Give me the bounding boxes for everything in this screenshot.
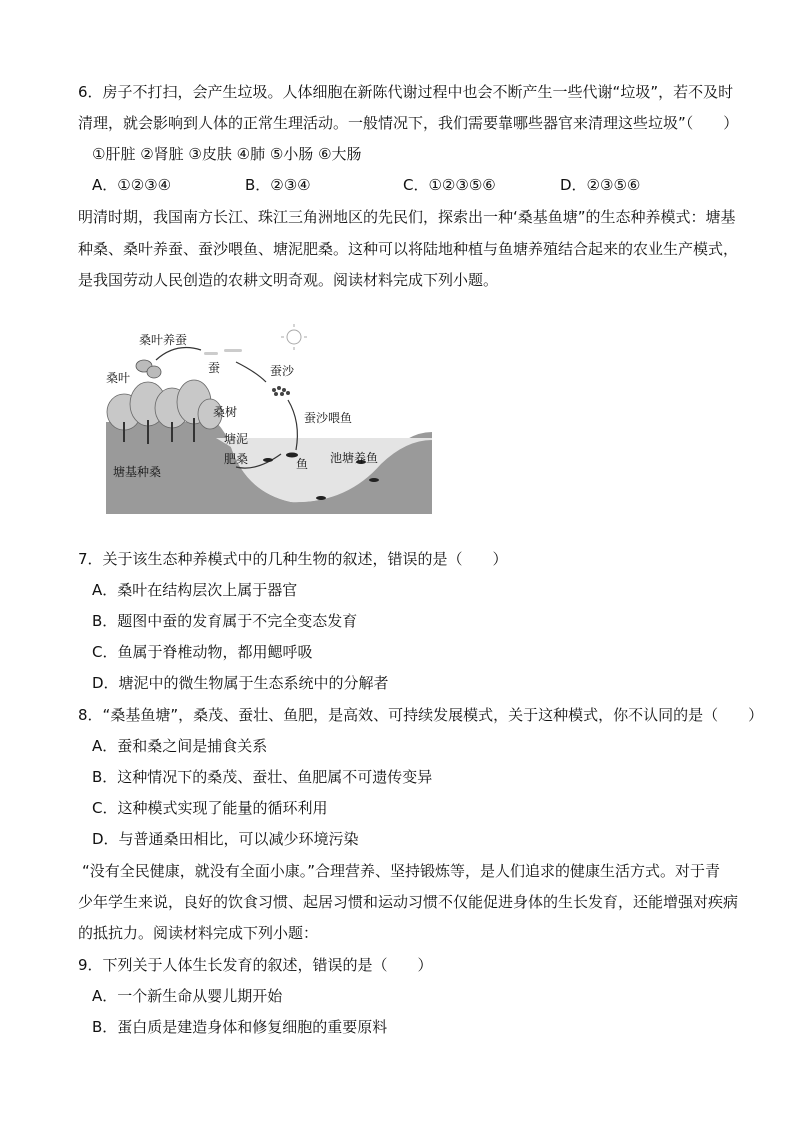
sun-icon	[281, 324, 307, 350]
label-mulberry-leaf: 桑叶	[106, 371, 131, 385]
mulberry-leaf-icon	[136, 360, 161, 378]
q6-option-b: B．②③④	[245, 176, 311, 194]
label-mulberry-feed-silkworm: 桑叶养蚕	[139, 333, 188, 347]
label-dung-feed-fish: 蚕沙喂鱼	[304, 411, 353, 425]
label-fertilize: 肥桑	[224, 452, 249, 466]
q9-stem: 9．下列关于人体生长发育的叙述，错误的是（ ）	[78, 956, 433, 974]
q7-option-d: D．塘泥中的微生物属于生态系统中的分解者	[92, 674, 389, 692]
label-pond-mud: 塘泥	[224, 432, 249, 446]
passage1-line2: 种桑、桑叶养蚕、蚕沙喂鱼、塘泥肥桑。这种可以将陆地种植与鱼塘养殖结合起来的农业生产模式，	[78, 240, 739, 258]
label-mulberry-tree: 桑树	[213, 405, 238, 419]
label-bank-plant: 塘基种桑	[113, 465, 162, 479]
label-pond-fish: 池塘养鱼	[330, 451, 379, 465]
label-fish: 鱼	[296, 457, 309, 471]
q7-option-b: B．题图中蚕的发育属于不完全变态发育	[92, 612, 358, 630]
q7-option-a: A．桑叶在结构层次上属于器官	[92, 581, 298, 599]
q8-option-d: D．与普通桑田相比，可以减少环境污染	[92, 830, 359, 848]
q8-option-b: B．这种情况下的桑茂、蚕壮、鱼肥属不可遗传变异	[92, 768, 433, 786]
q8-option-a: A．蚕和桑之间是捕食关系	[92, 737, 268, 755]
q8-option-c: C．这种模式实现了能量的循环利用	[92, 799, 328, 817]
passage1-line1: 明清时期，我国南方长江、珠江三角洲地区的先民们，探索出一种‘桑基鱼塘”的生态种养模式：塘基	[78, 208, 736, 226]
q9-option-a: A．一个新生命从婴儿期开始	[92, 987, 283, 1005]
q6-organ-list: ①肝脏 ②肾脏 ③皮肤 ④肺 ⑤小肠 ⑥大肠	[92, 145, 362, 163]
mulberry-fish-pond-figure	[106, 322, 432, 514]
passage1-line3: 是我国劳动人民创造的农耕文明奇观。阅读材料完成下列小题。	[78, 271, 499, 289]
passage2-line3: 的抵抗力。阅读材料完成下列小题：	[78, 924, 319, 942]
q6-option-a: A．①②③④	[92, 176, 172, 194]
q7-option-c: C．鱼属于脊椎动物，都用鳃呼吸	[92, 643, 313, 661]
q8-stem: 8．“桑基鱼塘”，桑茂、蚕壮、鱼肥，是高效、可持续发展模式，关于这种模式，你不认同的是（ ）	[78, 706, 764, 724]
label-silkworm-dung: 蚕沙	[270, 364, 295, 378]
passage2-line1: “没有全民健康，就没有全面小康。”合理营养、坚持锻炼等，是人们追求的健康生活方式。对于青	[82, 862, 721, 880]
passage2-line2: 少年学生来说，良好的饮食习惯、起居习惯和运动习惯不仅能促进身体的生长发育，还能增强对疾病	[78, 893, 739, 911]
q6-option-d: D．②③⑤⑥	[560, 176, 641, 194]
q7-stem: 7．关于该生态种养模式中的几种生物的叙述，错误的是（ ）	[78, 550, 508, 568]
label-silkworm: 蚕	[208, 361, 221, 375]
q6-stem-line2: 清理，就会影响到人体的正常生理活动。一般情况下，我们需要靠哪些器官来清理这些垃圾”（ ）	[78, 114, 739, 132]
q6-option-c: C．①②③⑤⑥	[403, 176, 496, 194]
q6-stem-line1: 6．房子不打扫，会产生垃圾。人体细胞在新陈代谢过程中也会不断产生一些代谢“垃圾”，若不及时	[78, 83, 734, 101]
silkworm-icon	[204, 349, 242, 355]
silkworm-dung-icon	[272, 386, 290, 396]
q9-option-b: B．蛋白质是建造身体和修复细胞的重要原料	[92, 1018, 388, 1036]
